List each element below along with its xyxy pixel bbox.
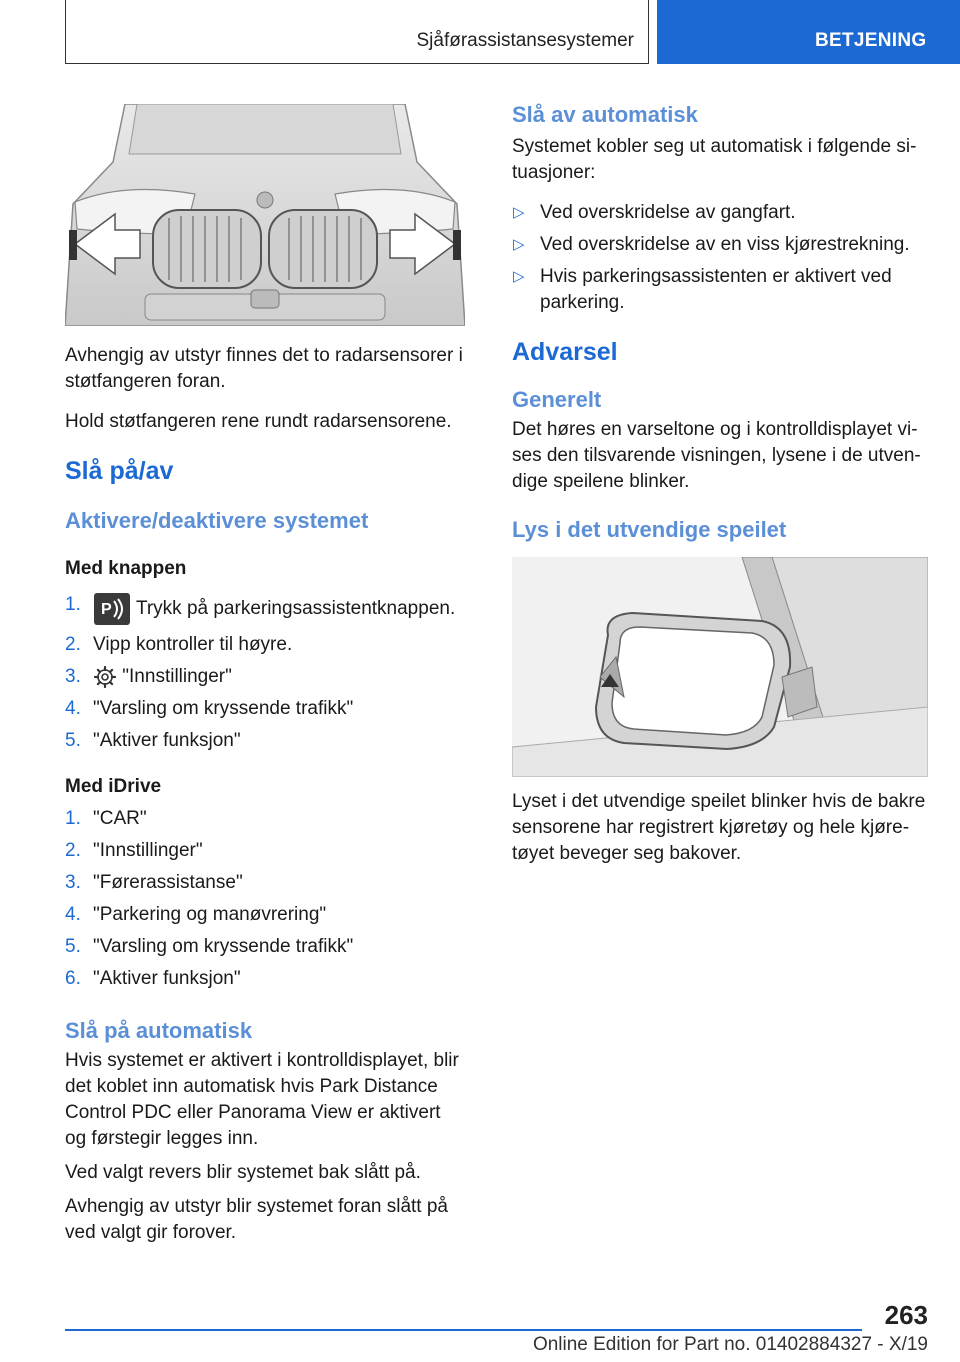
list-item [65,696,465,722]
step-number: 2. [65,840,81,861]
list-item [65,838,465,864]
button-steps-heading: Med knappen [65,558,187,579]
right-column [512,102,930,867]
step-text: "Aktiver funksjon" [93,730,241,751]
step-text: "CAR" [93,808,147,829]
header-chapter-tab [657,0,960,64]
list-triangle-icon: ▷ [513,236,525,253]
list-item [65,934,465,960]
warning-heading: Advarsel [512,338,618,366]
list-item-text: Ved overskridelse av gangfart. [540,202,796,223]
step-text: "Førerassistanse" [93,872,243,893]
step-number: 1. [65,594,81,615]
list-triangle-icon: ▷ [513,204,525,221]
footer-edition-text: Online Edition for Part no. 01402884327 - X/19 [532,1334,928,1355]
header-chapter-label: BETJENING [815,30,927,51]
intro-paragraph: Avhengig av utstyr finnes det to radarsensorer i støtfangeren foran. [65,345,463,392]
step-number: 3. [65,872,81,893]
step-number: 3. [65,666,81,687]
side-mirror-illustration [512,557,928,777]
list-item [65,592,465,626]
forward-paragraph: Avhengig av utstyr blir systemet foran slått på ved valgt gir forover. [65,1196,448,1243]
footer-divider [65,1329,862,1331]
step-text: "Varsling om kryssende trafikk" [93,936,354,957]
step-number: 1. [65,808,81,829]
list-item [512,232,930,258]
auto-on-paragraph: Hvis systemet er aktivert i kontrolldisplayet, blir det koblet inn automatisk hvis Park Distance Control PDC eller Panorama View er aktivert og førstegir legges inn. [65,1050,459,1149]
header-section-box [65,0,649,64]
list-item [65,806,465,832]
step-number: 5. [65,936,81,957]
step-text: "Aktiver funksjon" [93,968,241,989]
step-number: 6. [65,968,81,989]
list-item [65,664,465,690]
idrive-steps-list [65,806,465,992]
mirror-paragraph: Lyset i det utvendige speilet blinker hvis de bakre sensorene har registrert kjøretøy og hele kjøre-tøyet beveger seg bakover. [512,791,926,864]
step-text: "Innstillinger" [122,666,232,687]
step-text: "Innstillinger" [93,840,203,861]
list-item [512,264,930,316]
mirror-heading: Lys i det utvendige speilet [512,517,787,542]
page-number: 263 [884,1300,928,1330]
list-triangle-icon: ▷ [513,268,525,285]
list-item [512,200,930,226]
auto-on-heading: Slå på automatisk [65,1018,253,1043]
step-number: 4. [65,698,81,719]
step-number: 4. [65,904,81,925]
general-heading: Generelt [512,387,602,412]
section-heading-onoff: Slå på/av [65,457,174,485]
step-text: "Parkering og manøvrering" [93,904,327,925]
subsection-heading-activate: Aktivere/deaktivere systemet [65,508,369,533]
list-item-text: Ved overskridelse av en viss kjørestrekning. [540,234,910,255]
svg-text:P: P [101,601,112,618]
list-item [65,632,465,658]
keep-clean-paragraph: Hold støtfangeren rene rundt radarsensorene. [65,411,452,432]
auto-off-list [512,200,930,316]
step-number: 2. [65,634,81,655]
list-item [65,728,465,754]
general-paragraph: Det høres en varseltone og i kontrolldisplayet vi-ses den tilsvarende visningen, lysene i de utven-dige speilene blinker. [512,419,921,492]
button-steps-list [65,592,465,754]
left-column [65,104,465,1246]
idrive-steps-heading: Med iDrive [65,776,162,797]
settings-gear-icon [93,665,117,689]
header-title: Sjåførassistansesystemer [416,30,634,51]
step-text: Trykk på parkeringsassistentknappen. [135,598,456,620]
list-item [65,870,465,896]
auto-off-paragraph: Systemet kobler seg ut automatisk i følgende si-tuasjoner: [512,136,917,183]
step-text: "Varsling om kryssende trafikk" [93,698,354,719]
step-text: Vipp kontroller til høyre. [93,634,293,655]
parking-assistant-button-icon [93,592,131,626]
auto-off-heading: Slå av automatisk [512,102,698,127]
step-number: 5. [65,730,81,751]
reverse-paragraph: Ved valgt revers blir systemet bak slått på. [65,1162,421,1183]
list-item [65,902,465,928]
list-item-text: Hvis parkeringsassistenten er aktivert ved parkering. [540,266,892,313]
list-item [65,966,465,992]
car-front-radar-illustration [65,104,465,326]
